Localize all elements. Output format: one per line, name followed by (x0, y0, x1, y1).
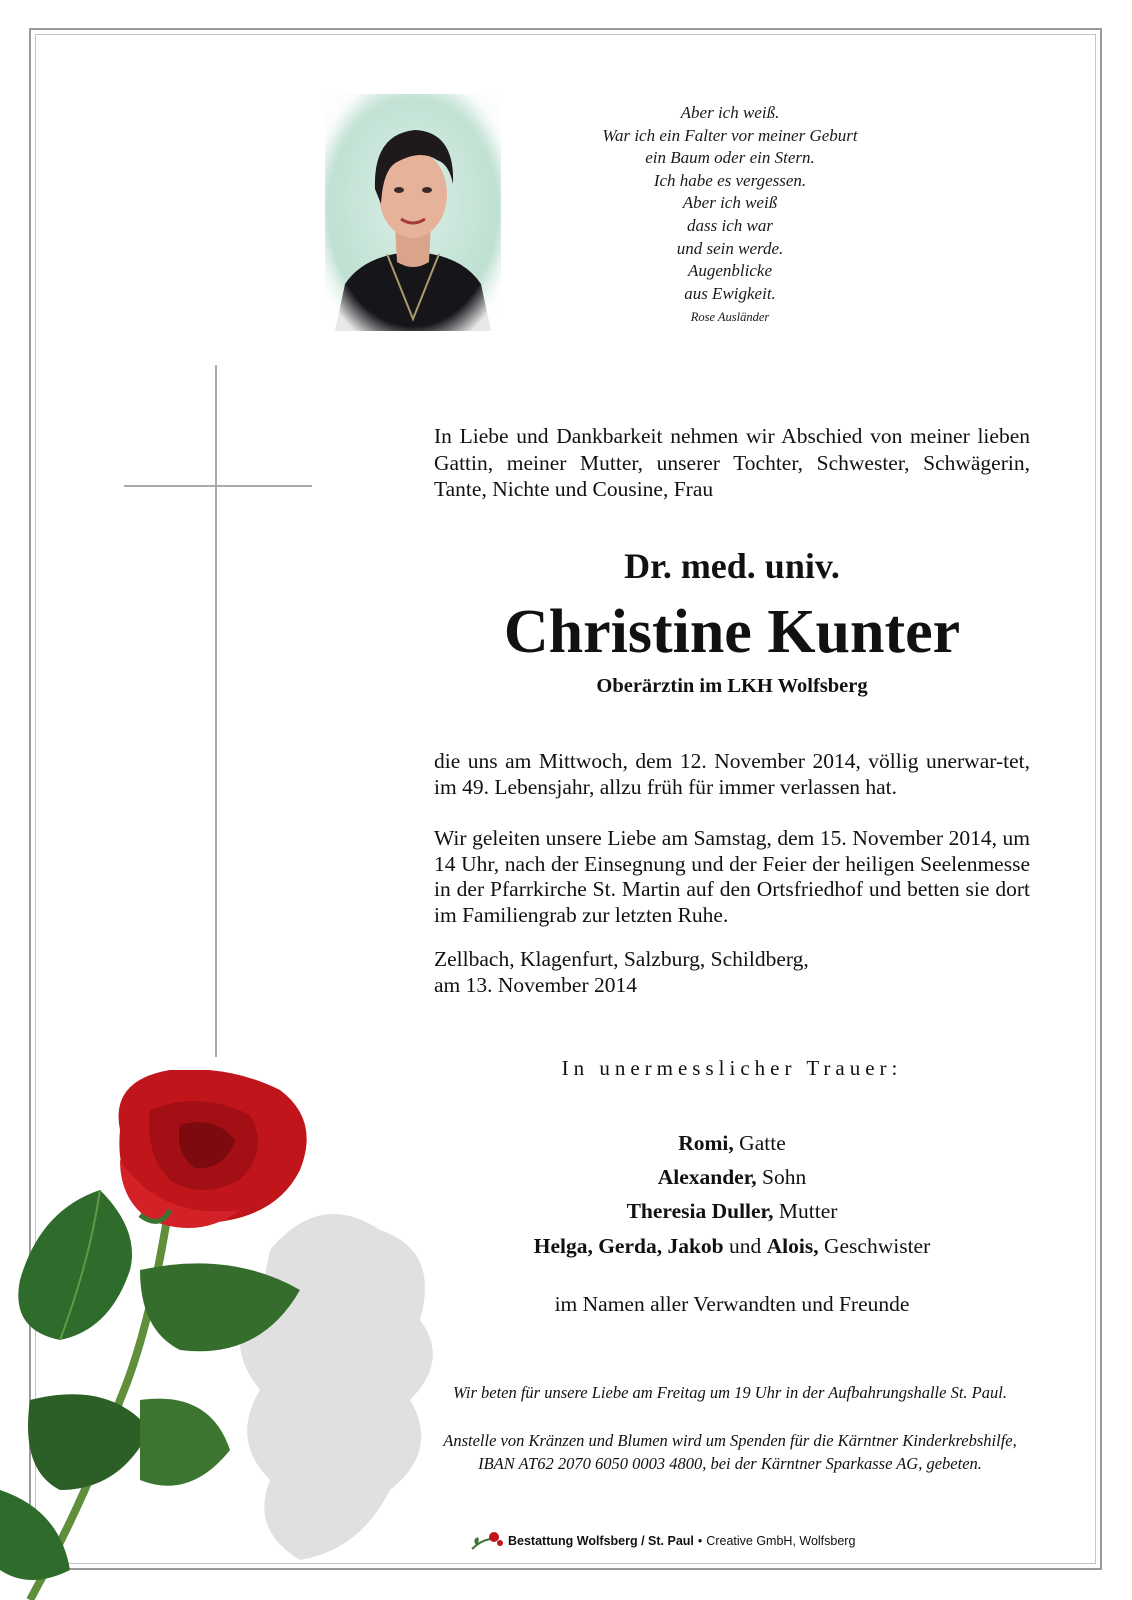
mourner-name: Alexander, (657, 1165, 757, 1190)
mourning-heading: In unermesslicher Trauer: (561, 1056, 903, 1080)
donation-note (370, 1429, 1090, 1475)
mourner-name: Romi, (678, 1131, 734, 1155)
siblings-und: und (729, 1233, 762, 1258)
date-line: am 13. November 2014 (434, 972, 638, 997)
poem-line: dass ich war (687, 215, 773, 235)
poem-line: Aber ich weiß (682, 193, 778, 213)
siblings-last: Alois, (766, 1233, 819, 1258)
portrait-photo (325, 94, 501, 331)
mourner-relation: Sohn (762, 1165, 807, 1190)
place-line: Zellbach, Klagenfurt, Salzburg, Schildberg, (434, 947, 809, 971)
cross-horizontal (124, 485, 312, 487)
siblings-names: Helga, Gerda, Jakob (533, 1233, 724, 1258)
siblings-relation: Geschwister (823, 1233, 931, 1258)
mourner-relation: Mutter (778, 1199, 838, 1224)
footer-brand: Bestattung Wolfsberg / St. Paul (508, 1534, 694, 1548)
cross-vertical (215, 365, 217, 1057)
poem-line: Augenblicke (687, 261, 772, 281)
poem (560, 102, 900, 329)
siblings (434, 1229, 1030, 1263)
footer (470, 1530, 890, 1552)
poem-line: Aber ich weiß. (680, 103, 780, 122)
mourner (434, 1126, 1030, 1160)
rose-logo-icon (470, 1531, 504, 1551)
poem-author: Rose Ausländer (690, 310, 770, 325)
place-date-paragraph (434, 947, 1030, 998)
intro-text: In Liebe und Dankbarkeit nehmen wir Abschied von meiner lieben Gattin, meiner Mutter, unserer Tochter, Schwester, Schwägerin, Tante, Nichte und Cousine, Frau (434, 424, 1030, 501)
mourner-name: Theresia Duller, (626, 1199, 774, 1224)
poem-line: und sein werde. (676, 238, 784, 258)
death-paragraph: die uns am Mittwoch, dem 12. November 2014, völlig unerwar-tet, im 49. Lebensjahr, allzu früh für immer verlassen hat. (434, 749, 1030, 799)
deceased-name: Christine Kunter (503, 598, 961, 666)
poem-line: Ich habe es vergessen. (653, 170, 807, 190)
poem-line: War ich ein Falter vor meiner Geburt (602, 125, 858, 145)
poem-line: aus Ewigkeit. (684, 283, 776, 303)
mourner (434, 1160, 1030, 1194)
footer-bullet: • (697, 1534, 703, 1548)
deceased-position: Oberärztin im LKH Wolfsberg (596, 675, 868, 697)
prayer-note: Wir beten für unsere Liebe am Freitag um 19 Uhr in der Aufbahrungshalle St. Paul. (453, 1383, 1007, 1402)
poem-line: ein Baum oder ein Stern. (645, 148, 815, 168)
relatives-line: im Namen aller Verwandten und Freunde (554, 1292, 910, 1316)
footer-credit: Creative GmbH, Wolfsberg (706, 1534, 856, 1548)
donation-line: IBAN AT62 2070 6050 0003 4800, bei der Kärntner Sparkasse AG, gebeten. (478, 1454, 982, 1473)
mourner-relation: Gatte (739, 1131, 786, 1155)
funeral-paragraph: Wir geleiten unsere Liebe am Samstag, dem 15. November 2014, um 14 Uhr, nach der Einsegnung und der Feier der heiligen Seelenmesse in der Pfarrkirche St. Martin auf den Ortsfriedhof und betten sie dort im Familiengrab zur letzten Ruhe. (434, 826, 1030, 927)
donation-line: Anstelle von Kränzen und Blumen wird um Spenden für die Kärntner Kinderkrebshilfe, (443, 1431, 1017, 1450)
academic-title: Dr. med. univ. (624, 546, 840, 586)
mourners-list (434, 1126, 1030, 1263)
mourner (434, 1194, 1030, 1228)
rose-image (0, 1070, 430, 1600)
